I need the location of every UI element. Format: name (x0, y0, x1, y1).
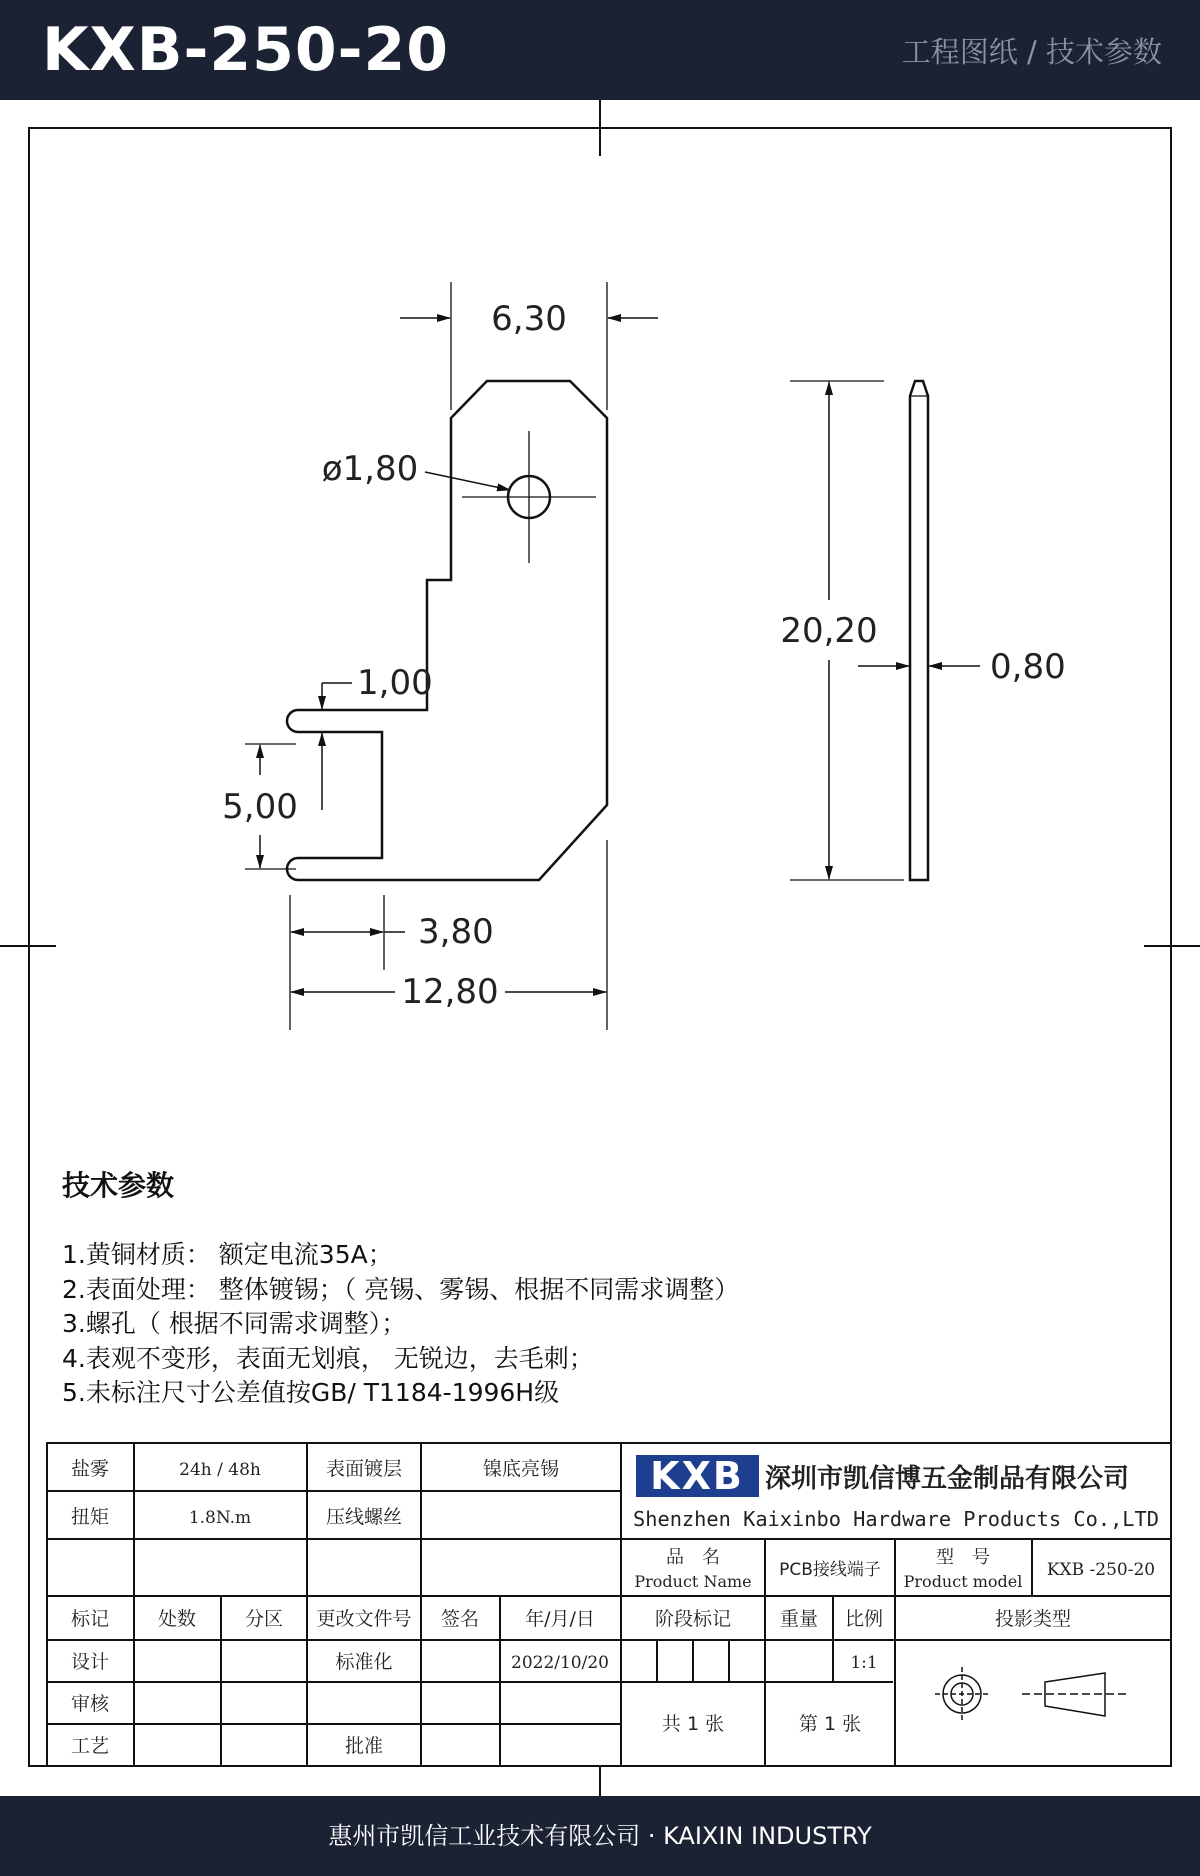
tb-process-label: 工艺 (70, 1735, 110, 1757)
tb-company-cn: 深圳市凯信博五金制品有限公司 (765, 1464, 1130, 1494)
dim-hole: ø1,80 (321, 449, 419, 489)
tb-header-change-doc: 更改文件号 (316, 1608, 412, 1630)
tb-header-stage: 阶段标记 (654, 1608, 732, 1630)
drawing-title: KXB-250-20 (42, 15, 450, 85)
tb-scale-value: 1:1 (850, 1653, 878, 1673)
tb-model-value: KXB -250-20 (1046, 1560, 1156, 1580)
terminal-side-view (910, 381, 928, 880)
projection-symbol (935, 1667, 1128, 1721)
title-block-text (71, 1458, 1159, 1757)
tb-approve-label: 批准 (344, 1735, 384, 1757)
dimension-labels (222, 299, 1066, 1012)
tb-torque-label: 扭矩 (70, 1506, 110, 1528)
tb-standardize-label: 标准化 (335, 1651, 393, 1673)
tb-product-name-en: Product Name (634, 1572, 752, 1591)
tb-plating-value: 镍底亮锡 (482, 1458, 560, 1480)
tb-product-name-value: PCB接线端子 (779, 1560, 881, 1580)
tb-review-label: 审核 (70, 1693, 110, 1715)
footer-company: 惠州市凯信工业技术有限公司 · KAIXIN INDUSTRY (328, 1822, 872, 1850)
tb-header-zone: 分区 (244, 1608, 284, 1630)
dim-slot: 5,00 (222, 787, 298, 827)
spec-item: 4.表观不变形，表面无划痕， 无锐边，去毛刺； (62, 1343, 594, 1373)
tb-product-name-cn: 品 名 (666, 1547, 720, 1568)
tb-total-sheets: 共 1 张 (661, 1713, 725, 1735)
spec-item: 3.螺孔（ 根据不同需求调整）； (62, 1309, 407, 1338)
spec-item: 1.黄铜材质： 额定电流35A； (62, 1240, 393, 1269)
tb-header-scale: 比例 (844, 1608, 884, 1630)
tb-header-weight: 重量 (779, 1608, 819, 1630)
tb-torque-value: 1.8N.m (188, 1508, 252, 1528)
tb-plating-label: 表面镀层 (325, 1458, 403, 1480)
company-logo (636, 1454, 759, 1498)
tb-model-cn: 型 号 (936, 1547, 990, 1568)
tb-header-count: 处数 (157, 1608, 197, 1630)
dimension-lines (260, 318, 980, 992)
svg-text:KXB: KXB (650, 1454, 744, 1498)
tb-screw-label: 压线螺丝 (325, 1506, 403, 1528)
tb-header-date: 年/月/日 (525, 1608, 595, 1630)
drawing-sheet (0, 100, 1200, 1796)
tb-design-label: 设计 (70, 1651, 110, 1673)
drawing-subtitle: 工程图纸 / 技术参数 (901, 35, 1162, 69)
footer-bar (0, 1796, 1200, 1876)
dim-step: 1,00 (357, 663, 433, 703)
spec-item: 2.表面处理： 整体镀锡；（ 亮锡、雾锡、根据不同需求调整） (62, 1274, 740, 1304)
hole-centerlines (462, 431, 596, 563)
dim-thickness: 0,80 (990, 647, 1066, 687)
tb-salt-spray-label: 盐雾 (70, 1458, 110, 1480)
specs-title: 技术参数 (62, 1169, 175, 1202)
tb-company-en: Shenzhen Kaixinbo Hardware Products Co.,LTD (633, 1507, 1159, 1531)
spec-item: 5.未标注尺寸公差值按GB/ T1184-1996H级 (62, 1378, 560, 1407)
tb-date-value: 2022/10/20 (511, 1653, 609, 1673)
tb-model-en: Product model (903, 1572, 1023, 1591)
tb-salt-spray-value: 24h / 48h (179, 1460, 261, 1480)
specs-list (62, 1238, 739, 1411)
tb-sheet-number: 第 1 张 (798, 1713, 862, 1735)
extension-lines (245, 282, 904, 1030)
header-bar (0, 0, 1200, 100)
tb-header-projection: 投影类型 (994, 1608, 1072, 1630)
centering-marks (0, 100, 1200, 1796)
dim-slot-depth: 3,80 (418, 912, 494, 952)
dim-width-top: 6,30 (491, 299, 567, 339)
dim-length: 20,20 (780, 611, 878, 651)
dim-total-width: 12,80 (401, 972, 499, 1012)
tb-header-signature: 签名 (440, 1608, 480, 1630)
tb-header-mark: 标记 (70, 1608, 110, 1630)
